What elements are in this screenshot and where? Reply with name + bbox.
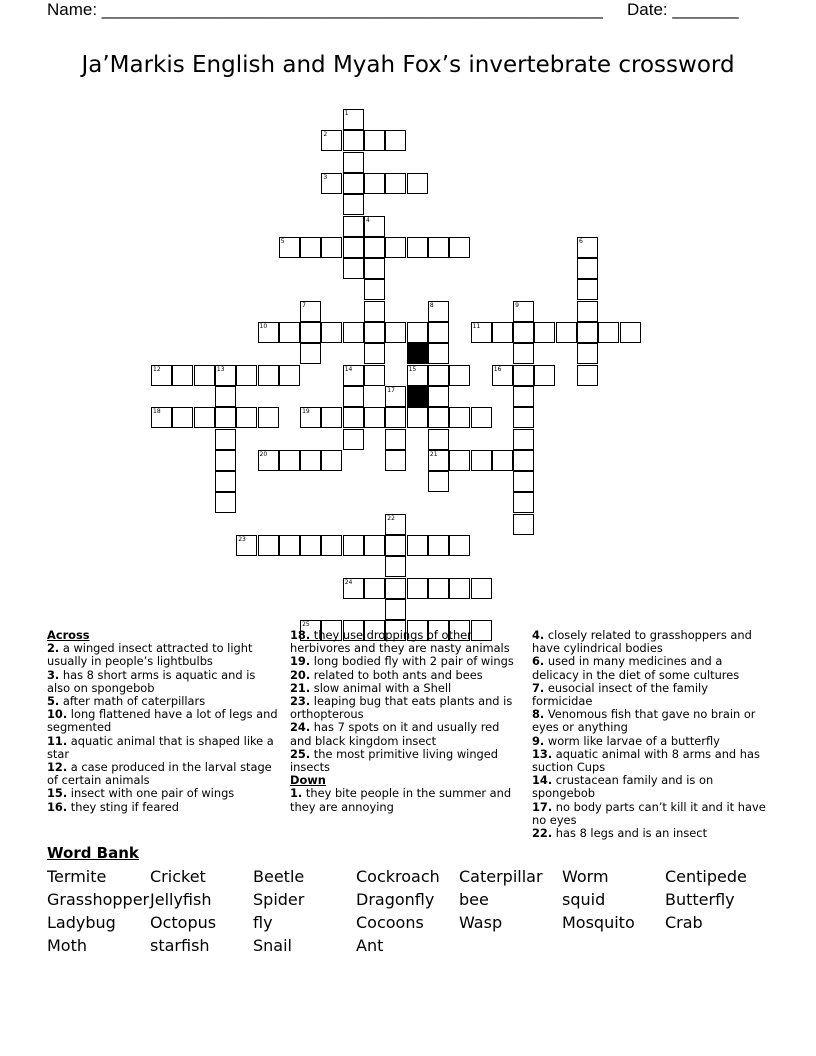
word-bank-item: Butterfly	[665, 890, 735, 909]
word-bank-item: Dragonfly	[356, 890, 435, 909]
grid-cell[interactable]	[215, 365, 236, 386]
grid-cell[interactable]	[300, 343, 321, 364]
clue-number: 22.	[532, 826, 553, 841]
grid-cell[interactable]	[343, 152, 364, 173]
clue-number: 23	[238, 536, 246, 543]
clue: 10. long flattened have a lot of legs and segmented	[47, 707, 278, 735]
grid-cell[interactable]	[343, 578, 364, 599]
clue-number: 7.	[532, 680, 545, 695]
clue-number: 1	[344, 110, 349, 117]
grid-cell[interactable]	[364, 322, 385, 343]
grid-cell[interactable]	[492, 450, 513, 471]
grid-cell[interactable]	[343, 535, 364, 556]
clue-number: 2	[323, 131, 328, 139]
word-bank-item: Beetle	[253, 867, 305, 886]
word-bank-item: Worm	[562, 867, 609, 886]
grid-cell[interactable]	[321, 535, 342, 556]
grid-cell[interactable]	[577, 343, 598, 364]
clue-number: 19.	[290, 654, 311, 669]
grid-cell[interactable]	[236, 407, 257, 428]
clue-number: 17	[387, 386, 395, 394]
grid-cell[interactable]	[343, 130, 364, 151]
grid-cell[interactable]	[385, 535, 406, 556]
grid-cell[interactable]	[364, 237, 385, 258]
grid-cell[interactable]	[300, 535, 321, 556]
grid-cell[interactable]	[364, 130, 385, 151]
grid-cell[interactable]	[343, 109, 364, 130]
grid-cell[interactable]	[449, 535, 470, 556]
grid-cell[interactable]	[343, 258, 364, 279]
clue: 16. they sting if feared	[47, 799, 179, 814]
clue: 5. after math of caterpillars	[47, 694, 206, 709]
grid-cell[interactable]	[407, 173, 428, 194]
clue: 22. has 8 legs and is an insect	[532, 826, 708, 841]
clue: 21. slow animal with a Shell	[290, 680, 452, 695]
word-bank-item: Termite	[47, 867, 107, 886]
word-bank-item: Jellyfish	[150, 890, 212, 909]
clue: 1. they bite people in the summer and they are annoying	[290, 786, 512, 814]
grid-cell[interactable]	[428, 343, 449, 364]
grid-cell[interactable]	[364, 258, 385, 279]
grid-cell[interactable]	[385, 599, 406, 620]
grid-cell[interactable]	[300, 237, 321, 258]
grid-cell[interactable]	[343, 237, 364, 258]
grid-cell[interactable]	[258, 450, 279, 471]
grid-cell[interactable]	[343, 194, 364, 215]
clue-number: 10	[259, 323, 268, 330]
clue-number: 9.	[532, 733, 545, 748]
grid-cell[interactable]	[556, 322, 577, 343]
grid-cell[interactable]	[300, 407, 321, 428]
grid-cell[interactable]	[577, 279, 598, 300]
clue-number: 10.	[47, 707, 68, 722]
grid-cell[interactable]	[449, 365, 470, 386]
grid-cell[interactable]	[620, 322, 641, 343]
grid-cell[interactable]	[428, 301, 449, 322]
grid-cell[interactable]	[513, 301, 534, 322]
grid-cell[interactable]	[492, 365, 513, 386]
grid-cell[interactable]	[449, 237, 470, 258]
clue-number: 16.	[47, 799, 68, 814]
clue-number: 22	[387, 514, 395, 522]
clue-number: 21	[429, 450, 438, 458]
clue-number: 13	[216, 365, 225, 373]
grid-cell[interactable]	[534, 322, 555, 343]
grid-cell[interactable]	[364, 279, 385, 300]
grid-cell[interactable]	[343, 386, 364, 407]
clue: 24. has 7 spots on it and usually red and black kingdom insect	[290, 720, 500, 748]
grid-cell[interactable]	[471, 450, 492, 471]
word-bank-item: Grasshopper	[47, 890, 150, 909]
clue-number: 13.	[532, 746, 553, 761]
grid-cell[interactable]	[385, 578, 406, 599]
grid-cell[interactable]	[513, 343, 534, 364]
clue-number: 2.	[47, 641, 60, 656]
clue: 8. Venomous fish that gave no brain or eyes or anything	[532, 707, 756, 735]
word-bank-item: Cockroach	[356, 867, 440, 886]
clue: 7. eusocial insect of the family formicidae	[532, 680, 708, 709]
clue-number: 3.	[47, 667, 60, 682]
clue-number: 8	[429, 301, 434, 309]
clue-number: 25	[302, 621, 310, 629]
word-bank-item: Crab	[665, 913, 703, 932]
grid-cell[interactable]	[279, 237, 300, 258]
grid-cell[interactable]	[577, 237, 598, 258]
clue-number: 19	[302, 408, 310, 416]
grid-cell[interactable]	[279, 535, 300, 556]
grid-cell[interactable]	[428, 407, 449, 428]
grid-cell[interactable]	[513, 322, 534, 343]
grid-cell[interactable]	[343, 365, 364, 386]
clue-number: 1.	[290, 786, 303, 801]
clue-number: 23.	[290, 694, 311, 709]
grid-cell[interactable]	[321, 322, 342, 343]
grid-cell[interactable]	[364, 535, 385, 556]
grid-cell[interactable]	[258, 365, 279, 386]
clue-number: 4	[366, 216, 370, 224]
grid-cell[interactable]	[172, 407, 193, 428]
clue-section-heading: Down	[290, 773, 326, 788]
grid-cell[interactable]	[364, 343, 385, 364]
word-bank-item: Ladybug	[47, 913, 116, 932]
clue: 2. a winged insect attracted to light usually in people’s lightbulbs	[47, 641, 253, 669]
grid-cell[interactable]	[343, 216, 364, 237]
clues-column-3	[532, 629, 766, 840]
grid-cell[interactable]	[385, 173, 406, 194]
grid-cell[interactable]	[215, 386, 236, 407]
grid-cell[interactable]	[385, 556, 406, 577]
grid-cell[interactable]	[172, 365, 193, 386]
grid-cell[interactable]	[215, 407, 236, 428]
grid-cell[interactable]	[364, 216, 385, 237]
grid-cell[interactable]	[215, 429, 236, 450]
clue: 25. the most primitive living winged insects	[290, 746, 499, 775]
grid-cell[interactable]	[513, 514, 534, 535]
grid-cell[interactable]	[577, 322, 598, 343]
word-bank-item: starfish	[150, 936, 210, 955]
clue-number: 12	[153, 365, 161, 373]
clue-number: 8.	[532, 707, 545, 722]
grid-cell[interactable]	[471, 578, 492, 599]
clue: 4. closely related to grasshoppers and have cylindrical bodies	[532, 628, 752, 656]
grid-cell[interactable]	[513, 386, 534, 407]
page-title: Ja’Markis English and Myah Fox’s invertebrate crossword	[81, 52, 735, 78]
clue-number: 12.	[47, 760, 68, 775]
clue-number: 17.	[532, 799, 553, 814]
grid-cell[interactable]	[385, 130, 406, 151]
grid-cell[interactable]	[385, 407, 406, 428]
grid-cell[interactable]	[385, 429, 406, 450]
grid-cell[interactable]	[534, 365, 555, 386]
grid-cell[interactable]	[151, 365, 172, 386]
grid-cell[interactable]	[577, 258, 598, 279]
grid-cell[interactable]	[151, 407, 172, 428]
clue-number: 11.	[47, 733, 68, 748]
word-bank-item: Ant	[356, 936, 384, 955]
grid-cell[interactable]	[449, 578, 470, 599]
clue-number: 18	[153, 408, 161, 416]
grid-cell[interactable]	[194, 365, 215, 386]
grid-cell[interactable]	[343, 173, 364, 194]
word-bank-item: bee	[459, 890, 489, 909]
grid-cell[interactable]	[385, 450, 406, 471]
clue-number: 11	[472, 323, 481, 330]
grid-cell[interactable]	[385, 237, 406, 258]
grid-cell[interactable]	[407, 322, 428, 343]
grid-cell[interactable]	[385, 322, 406, 343]
grid-cell[interactable]	[258, 535, 279, 556]
date-label: Date: _______	[627, 0, 739, 19]
clue-number: 14.	[532, 773, 553, 788]
grid-cell[interactable]	[598, 322, 619, 343]
word-bank-item: Caterpillar	[459, 867, 543, 886]
grid-cell[interactable]	[449, 450, 470, 471]
clue: 20. related to both ants and bees	[290, 667, 483, 682]
clue: 18. they use droppings of other herbivores and they are nasty animals	[290, 628, 510, 656]
grid-cell[interactable]	[364, 301, 385, 322]
grid-cell[interactable]	[279, 365, 300, 386]
word-bank-item: fly	[253, 913, 273, 932]
grid-cell[interactable]	[428, 578, 449, 599]
clue: 15. insect with one pair of wings	[47, 786, 235, 801]
grid-cell[interactable]	[513, 492, 534, 513]
grid-cell[interactable]	[449, 407, 470, 428]
clue-number: 16	[493, 365, 502, 373]
grid-cell[interactable]	[407, 578, 428, 599]
clue-number: 4.	[532, 628, 545, 642]
grid-cell[interactable]	[258, 322, 279, 343]
clue: 9. worm like larvae of a butterfly	[532, 733, 720, 748]
clue-number: 15	[408, 365, 417, 373]
grid-cell[interactable]	[471, 407, 492, 428]
grid-cell[interactable]	[343, 429, 364, 450]
clue-number: 21.	[290, 680, 311, 695]
blocked-cell	[407, 386, 428, 407]
clue: 3. has 8 short arms is aquatic and is also on spongebob	[47, 667, 256, 695]
clue-number: 14	[344, 365, 353, 373]
clue-number: 24	[344, 578, 353, 586]
word-bank-item: Cricket	[150, 867, 206, 886]
grid-cell[interactable]	[407, 535, 428, 556]
grid-cell[interactable]	[215, 471, 236, 492]
clue: 6. used in many medicines and a delicacy in the diet of some cultures	[532, 654, 740, 682]
grid-cell[interactable]	[513, 429, 534, 450]
name-label: Name: _____________________________________________________	[47, 0, 603, 19]
clue-number: 18.	[290, 628, 311, 642]
grid-cell[interactable]	[364, 578, 385, 599]
grid-cell[interactable]	[385, 514, 406, 535]
word-bank-item: Octopus	[150, 913, 217, 932]
clue-number: 24.	[290, 720, 311, 735]
clue-number: 3	[323, 173, 328, 181]
grid-cell[interactable]	[321, 173, 342, 194]
clue: 17. no body parts can’t kill it and it have no eyes	[532, 799, 766, 827]
word-bank-item: Centipede	[665, 867, 747, 886]
clue: 19. long bodied fly with 2 pair of wings	[290, 654, 514, 669]
grid-cell[interactable]	[428, 535, 449, 556]
grid-cell[interactable]	[343, 322, 364, 343]
grid-cell[interactable]	[428, 471, 449, 492]
grid-cell[interactable]	[364, 365, 385, 386]
grid-cell[interactable]	[343, 407, 364, 428]
word-bank-title: Word Bank	[47, 844, 139, 862]
grid-cell[interactable]	[428, 450, 449, 471]
grid-cell[interactable]	[215, 492, 236, 513]
grid-cell[interactable]	[428, 322, 449, 343]
word-bank-item: Spider	[253, 890, 305, 909]
word-bank-item: squid	[562, 890, 606, 909]
word-bank-item: Wasp	[459, 913, 503, 932]
grid-cell[interactable]	[428, 386, 449, 407]
word-bank-item: Snail	[253, 936, 292, 955]
word-bank-item: Moth	[47, 936, 88, 955]
grid-cell[interactable]	[258, 407, 279, 428]
clue-number: 20.	[290, 667, 311, 682]
clue: 12. a case produced in the larval stage of certain animals	[47, 760, 272, 788]
grid-cell[interactable]	[385, 386, 406, 407]
clue-number: 7	[302, 301, 306, 309]
grid-cell[interactable]	[492, 322, 513, 343]
grid-cell[interactable]	[215, 450, 236, 471]
clue-number: 5	[280, 237, 285, 245]
grid-cell[interactable]	[279, 450, 300, 471]
clue: 11. aquatic animal that is shaped like a star	[47, 733, 274, 761]
grid-cell[interactable]	[407, 237, 428, 258]
word-bank-item: Cocoons	[356, 913, 424, 932]
grid-cell[interactable]	[321, 237, 342, 258]
grid-cell[interactable]	[194, 407, 215, 428]
word-bank	[47, 866, 767, 957]
grid-cell[interactable]	[236, 365, 257, 386]
clue-number: 9	[515, 301, 519, 309]
clue: 23. leaping bug that eats plants and is orthopterous	[290, 694, 513, 722]
grid-cell[interactable]	[577, 301, 598, 322]
clue-number: 15.	[47, 786, 68, 801]
grid-cell[interactable]	[321, 407, 342, 428]
grid-cell[interactable]	[300, 301, 321, 322]
grid-cell[interactable]	[300, 450, 321, 471]
grid-cell[interactable]	[407, 407, 428, 428]
grid-cell[interactable]	[279, 322, 300, 343]
grid-cell[interactable]	[577, 365, 598, 386]
grid-cell[interactable]	[513, 407, 534, 428]
clue-section-heading: Across	[47, 628, 90, 642]
blocked-cell	[407, 343, 428, 364]
grid-cell[interactable]	[300, 322, 321, 343]
clue: 14. crustacean family and is on spongebob	[532, 773, 714, 801]
grid-cell[interactable]	[471, 322, 492, 343]
grid-cell[interactable]	[513, 365, 534, 386]
clue-number: 20	[259, 450, 268, 458]
clue-number: 5.	[47, 694, 60, 709]
grid-cell[interactable]	[513, 450, 534, 471]
clue: 13. aquatic animal with 8 arms and has suction Cups	[532, 746, 760, 775]
grid-cell[interactable]	[428, 237, 449, 258]
grid-cell[interactable]	[428, 429, 449, 450]
grid-cell[interactable]	[364, 173, 385, 194]
clues-column-2	[290, 629, 520, 814]
clues-column-1	[47, 629, 279, 814]
clue-number: 6.	[532, 654, 545, 669]
grid-cell[interactable]	[428, 365, 449, 386]
grid-cell[interactable]	[321, 130, 342, 151]
clue-number: 25.	[290, 746, 311, 761]
grid-cell[interactable]	[236, 535, 257, 556]
word-bank-item: Mosquito	[562, 913, 635, 932]
grid-cell[interactable]	[321, 450, 342, 471]
grid-cell[interactable]	[513, 471, 534, 492]
grid-cell[interactable]	[364, 407, 385, 428]
grid-cell[interactable]	[407, 365, 428, 386]
clue-number: 6	[579, 237, 583, 245]
